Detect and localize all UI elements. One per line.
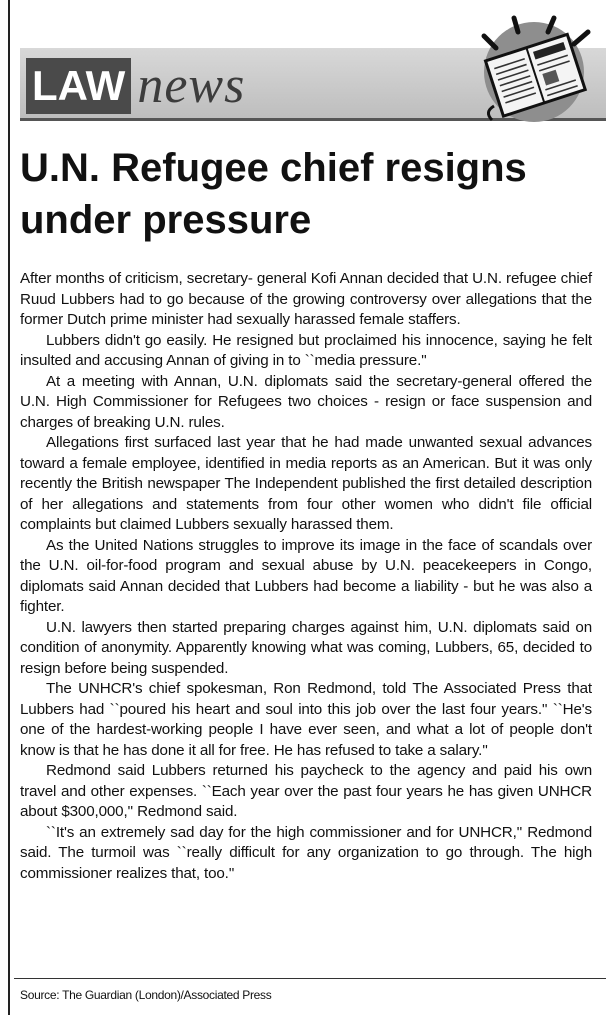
footer-rule (14, 978, 606, 979)
logo-law-text: LAW (26, 58, 131, 114)
article-paragraph: Redmond said Lubbers returned his paycheck to the agency and paid his own travel and other expenses. ``Each year over the past four years he has given UNHCR about $300,000,'' Redmond said. (20, 762, 592, 820)
newspaper-icon (462, 8, 612, 128)
article-paragraph: Allegations first surfaced last year that he had made unwanted sexual advances toward a female employee, identified in media reports as an American. But it was only recently the British newspaper The Independent published the first detailed description of her allegations and statements from four other women who didn't file official complaints but claimed Lubbers sexually harassed them. (20, 434, 592, 533)
article-body (20, 269, 592, 884)
headline: U.N. Refugee chief resigns under pressure (20, 146, 527, 242)
article-paragraph: Lubbers didn't go easily. He resigned but proclaimed his innocence, saying he felt insulted and accusing Annan of giving in to ``media pressure.'' (20, 331, 592, 369)
article-paragraph: After months of criticism, secretary- general Kofi Annan decided that U.N. refugee chief Ruud Lubbers had to go because of the growing controversy over allegations that the former Dutch prime minister had sexually harassed female staffers. (20, 270, 592, 328)
logo-news-text: news (137, 57, 246, 114)
left-border-rule (8, 0, 10, 1015)
article-paragraph: As the United Nations struggles to improve its image in the face of scandals over the U.N. oil-for-food program and sexual abuse by U.N. peacekeepers in Congo, diplomats said Annan decided that Lubbers had become a liability - but he was also a fighter. (20, 536, 592, 615)
article-paragraph: ``It's an extremely sad day for the high commissioner and for UNHCR,'' Redmond said. The turmoil was ``really difficult for any organization to go through. The high commissioner realizes that, too.'' (20, 823, 592, 882)
article-paragraph: At a meeting with Annan, U.N. diplomats said the secretary-general offered the U.N. High Commissioner for Refugees two choices - resign or face suspension and charges of breaking U.N. rules. (20, 372, 592, 431)
article-paragraph: U.N. lawyers then started preparing charges against him, U.N. diplomats said on condition of anonymity. Apparently knowing what was coming, Lubbers, 65, decided to resign before being suspended. (20, 618, 592, 677)
section-logo (26, 58, 245, 116)
article-paragraph: The UNHCR's chief spokesman, Ron Redmond, told The Associated Press that Lubbers had ``poured his heart and soul into this job over the last four years.'' ``He's one of the hardest-working people I have ever seen, and what a lot of people don't know is that he has done it all for free. He has refused to take a salary.'' (20, 680, 592, 759)
source-credit: Source: The Guardian (London)/Associated Press (20, 988, 272, 1002)
